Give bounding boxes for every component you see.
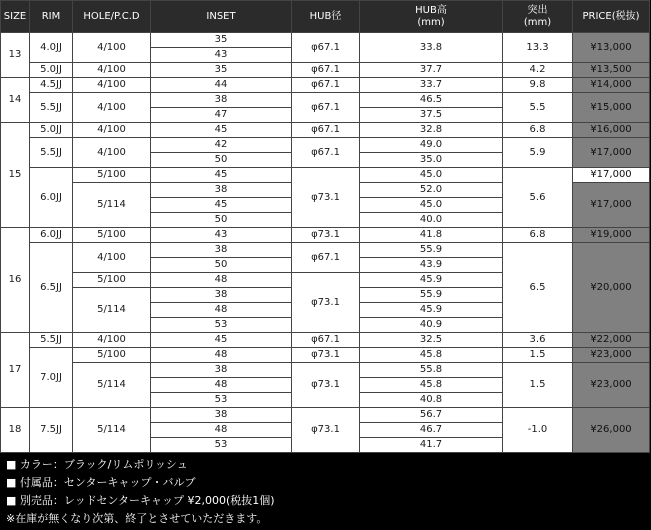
size-cell: 15 (1, 123, 30, 228)
inset-cell: 53 (151, 393, 292, 408)
notes-section (6, 456, 275, 528)
header-hub-height-unit: (mm) (417, 16, 445, 28)
hub-height-cell: 40.9 (360, 318, 503, 333)
protrusion-cell: 1.5 (503, 363, 573, 408)
table-row (1, 138, 650, 153)
pcd-cell: 4/100 (73, 333, 151, 348)
hub-diameter-cell: φ67.1 (292, 243, 360, 273)
hub-height-cell: 32.5 (360, 333, 503, 348)
inset-cell: 43 (151, 228, 292, 243)
hub-diameter-cell: φ73.1 (292, 408, 360, 453)
header-size: SIZE (1, 1, 30, 33)
price-cell: ¥17,000 (573, 138, 650, 168)
header-hub-diameter: HUB径 (292, 1, 360, 33)
pcd-cell: 4/100 (73, 243, 151, 273)
hub-diameter-cell: φ67.1 (292, 93, 360, 123)
table-row (1, 33, 650, 48)
inset-cell: 50 (151, 258, 292, 273)
protrusion-cell: -1.0 (503, 408, 573, 453)
inset-cell: 48 (151, 423, 292, 438)
table-row (1, 333, 650, 348)
inset-cell: 43 (151, 48, 292, 63)
table-row (1, 363, 650, 378)
price-cell: ¥23,000 (573, 348, 650, 363)
inset-cell: 53 (151, 438, 292, 453)
rim-cell: 5.5JJ (30, 138, 73, 168)
price-cell: ¥19,000 (573, 228, 650, 243)
hub-height-cell: 35.0 (360, 153, 503, 168)
inset-cell: 38 (151, 93, 292, 108)
protrusion-cell: 5.6 (503, 168, 573, 228)
table-row (1, 408, 650, 423)
pcd-cell: 4/100 (73, 63, 151, 78)
table-row (1, 93, 650, 108)
header-protrusion-label: 突出 (527, 4, 548, 16)
hub-height-cell: 45.0 (360, 168, 503, 183)
table-row (1, 243, 650, 258)
price-cell: ¥26,000 (573, 408, 650, 453)
hub-height-cell: 49.0 (360, 138, 503, 153)
rim-cell: 5.5JJ (30, 93, 73, 123)
inset-cell: 45 (151, 333, 292, 348)
header-hub-height (360, 1, 503, 33)
inset-cell: 42 (151, 138, 292, 153)
protrusion-cell: 13.3 (503, 33, 573, 63)
hub-height-cell: 41.7 (360, 438, 503, 453)
pcd-cell: 5/100 (73, 168, 151, 183)
protrusion-cell: 6.5 (503, 243, 573, 333)
protrusion-cell: 4.2 (503, 63, 573, 78)
rim-cell: 7.5JJ (30, 408, 73, 453)
note-accessories: ■ 付属品：センターキャップ・バルブ (6, 476, 196, 489)
rim-cell: 4.0JJ (30, 33, 73, 63)
inset-cell: 38 (151, 288, 292, 303)
hub-height-cell: 46.7 (360, 423, 503, 438)
pcd-cell: 5/114 (73, 363, 151, 408)
note-stock-disclaimer: ※在庫が無くなり次第、終了とさせていただきます。 (6, 512, 268, 525)
table-row (1, 123, 650, 138)
protrusion-cell: 1.5 (503, 348, 573, 363)
inset-cell: 48 (151, 378, 292, 393)
hub-height-cell: 55.8 (360, 363, 503, 378)
hub-height-cell: 37.5 (360, 108, 503, 123)
hub-diameter-cell: φ67.1 (292, 78, 360, 93)
price-cell: ¥13,500 (573, 63, 650, 78)
hub-height-cell: 45.9 (360, 273, 503, 288)
hub-diameter-cell: φ73.1 (292, 228, 360, 243)
protrusion-cell: 6.8 (503, 123, 573, 138)
inset-cell: 35 (151, 63, 292, 78)
hub-height-cell: 55.9 (360, 288, 503, 303)
hub-height-cell: 56.7 (360, 408, 503, 423)
size-cell: 16 (1, 228, 30, 333)
hub-height-cell: 43.9 (360, 258, 503, 273)
hub-height-cell: 33.7 (360, 78, 503, 93)
hub-height-cell: 40.0 (360, 213, 503, 228)
pcd-cell: 4/100 (73, 138, 151, 168)
inset-cell: 45 (151, 198, 292, 213)
rim-cell: 4.5JJ (30, 78, 73, 93)
table-row (1, 63, 650, 78)
hub-diameter-cell: φ67.1 (292, 33, 360, 63)
pcd-cell: 5/100 (73, 348, 151, 363)
inset-cell: 38 (151, 408, 292, 423)
protrusion-cell: 5.9 (503, 138, 573, 168)
note-optional-items: ■ 別売品：レッドセンターキャップ ¥2,000(税抜1個) (6, 494, 275, 507)
hub-height-cell: 41.8 (360, 228, 503, 243)
pcd-cell: 5/114 (73, 408, 151, 453)
hub-diameter-cell: φ73.1 (292, 273, 360, 333)
rim-cell: 7.0JJ (30, 348, 73, 408)
note-color: ■ カラー：ブラック/リムポリッシュ (6, 458, 188, 471)
inset-cell: 50 (151, 213, 292, 228)
inset-cell: 48 (151, 348, 292, 363)
header-hub-height-label: HUB高 (415, 4, 447, 16)
hub-diameter-cell: φ67.1 (292, 123, 360, 138)
hub-diameter-cell: φ67.1 (292, 138, 360, 168)
table-row (1, 168, 650, 183)
protrusion-cell: 5.5 (503, 93, 573, 123)
price-cell: ¥14,000 (573, 78, 650, 93)
protrusion-cell: 6.8 (503, 228, 573, 243)
hub-height-cell: 52.0 (360, 183, 503, 198)
rim-cell: 6.0JJ (30, 168, 73, 228)
header-price: PRICE(税抜) (573, 1, 650, 33)
table-row (1, 228, 650, 243)
rim-cell: 6.0JJ (30, 228, 73, 243)
price-cell: ¥17,000 (573, 168, 650, 183)
pcd-cell: 5/114 (73, 288, 151, 333)
rim-cell: 5.0JJ (30, 63, 73, 78)
pcd-cell: 5/100 (73, 273, 151, 288)
table-row (1, 348, 650, 363)
table-row (1, 78, 650, 93)
price-cell: ¥20,000 (573, 243, 650, 333)
header-inset: INSET (151, 1, 292, 33)
hub-height-cell: 45.9 (360, 303, 503, 318)
protrusion-cell: 9.8 (503, 78, 573, 93)
inset-cell: 38 (151, 363, 292, 378)
price-cell: ¥16,000 (573, 123, 650, 138)
pcd-cell: 5/114 (73, 183, 151, 228)
hub-height-cell: 46.5 (360, 93, 503, 108)
hub-diameter-cell: φ73.1 (292, 348, 360, 363)
hub-diameter-cell: φ73.1 (292, 168, 360, 228)
inset-cell: 48 (151, 273, 292, 288)
hub-height-cell: 40.8 (360, 393, 503, 408)
price-cell: ¥15,000 (573, 93, 650, 123)
pcd-cell: 4/100 (73, 33, 151, 63)
inset-cell: 38 (151, 243, 292, 258)
inset-cell: 53 (151, 318, 292, 333)
hub-height-cell: 37.7 (360, 63, 503, 78)
header-rim: RIM (30, 1, 73, 33)
hub-diameter-cell: φ73.1 (292, 363, 360, 408)
hub-diameter-cell: φ67.1 (292, 63, 360, 78)
rim-cell: 5.5JJ (30, 333, 73, 348)
price-cell: ¥23,000 (573, 363, 650, 408)
size-cell: 14 (1, 78, 30, 123)
size-cell: 18 (1, 408, 30, 453)
pcd-cell: 4/100 (73, 78, 151, 93)
inset-cell: 45 (151, 168, 292, 183)
price-cell: ¥13,000 (573, 33, 650, 63)
size-cell: 17 (1, 333, 30, 408)
rim-cell: 5.0JJ (30, 123, 73, 138)
header-protrusion-unit: (mm) (523, 16, 552, 28)
hub-height-cell: 45.8 (360, 378, 503, 393)
pcd-cell: 4/100 (73, 123, 151, 138)
price-cell: ¥22,000 (573, 333, 650, 348)
inset-cell: 45 (151, 123, 292, 138)
table-header-row (1, 1, 650, 33)
pcd-cell: 4/100 (73, 93, 151, 123)
header-protrusion (503, 1, 573, 33)
hub-height-cell: 32.8 (360, 123, 503, 138)
price-cell: ¥17,000 (573, 183, 650, 228)
inset-cell: 48 (151, 303, 292, 318)
protrusion-cell: 3.6 (503, 333, 573, 348)
pcd-cell: 5/100 (73, 228, 151, 243)
hub-height-cell: 45.0 (360, 198, 503, 213)
inset-cell: 38 (151, 183, 292, 198)
hub-height-cell: 55.9 (360, 243, 503, 258)
rim-cell: 6.5JJ (30, 243, 73, 333)
size-cell: 13 (1, 33, 30, 78)
inset-cell: 35 (151, 33, 292, 48)
hub-height-cell: 45.8 (360, 348, 503, 363)
hub-height-cell: 33.8 (360, 33, 503, 63)
inset-cell: 50 (151, 153, 292, 168)
header-pcd: HOLE/P.C.D (73, 1, 151, 33)
inset-cell: 47 (151, 108, 292, 123)
inset-cell: 44 (151, 78, 292, 93)
hub-diameter-cell: φ67.1 (292, 333, 360, 348)
